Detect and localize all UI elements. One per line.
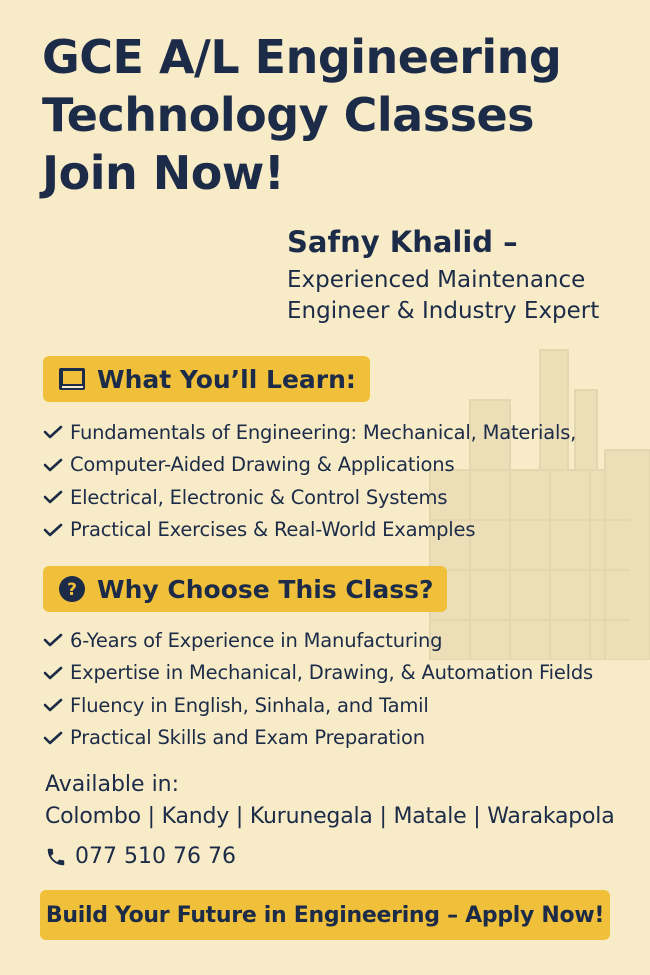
list-item-text: Electrical, Electronic & Control Systems xyxy=(70,485,448,509)
question-circle-icon xyxy=(57,574,87,604)
list-item xyxy=(42,416,576,449)
why-heading-badge xyxy=(43,566,447,612)
check-icon xyxy=(42,489,64,505)
instructor-role xyxy=(287,265,637,327)
availability-cities: Colombo | Kandy | Kurunegala | Matale | Warakapola xyxy=(45,804,615,829)
list-item-text: Practical Exercises & Real-World Examples xyxy=(70,518,476,542)
list-item-text: Fluency in English, Sinhala, and Tamil xyxy=(70,693,429,717)
check-icon xyxy=(42,665,64,681)
list-item xyxy=(42,689,593,722)
check-icon xyxy=(42,522,64,538)
check-icon xyxy=(42,457,64,473)
check-icon xyxy=(42,730,64,746)
availability-label: Available in: xyxy=(45,772,180,797)
list-item xyxy=(42,624,593,657)
title-line-3: Join Now! xyxy=(42,146,285,200)
list-item xyxy=(42,514,576,547)
phone-number: 077 510 76 76 xyxy=(75,844,236,869)
check-icon xyxy=(42,424,64,440)
instructor-role-line-1: Experienced Maintenance xyxy=(287,267,586,293)
check-icon xyxy=(42,697,64,713)
instructor-info xyxy=(287,222,637,327)
svg-text:?: ? xyxy=(67,580,77,600)
list-item xyxy=(42,657,593,690)
title-line-2: Technology Classes xyxy=(42,88,535,142)
check-icon xyxy=(42,632,64,648)
list-item xyxy=(42,722,593,755)
learn-list xyxy=(42,416,576,546)
list-item xyxy=(42,481,576,514)
learn-heading-badge xyxy=(43,356,370,402)
apply-now-banner[interactable]: Build Your Future in Engineering – Apply Now! xyxy=(40,890,610,940)
why-heading: Why Choose This Class? xyxy=(97,574,434,604)
title-line-1: GCE A/L Engineering xyxy=(42,30,562,84)
list-item-text: Computer-Aided Drawing & Applications xyxy=(70,453,455,477)
instructor-name: Safny Khalid – xyxy=(287,225,518,259)
list-item-text: 6-Years of Experience in Manufacturing xyxy=(70,628,443,652)
list-item-text: Expertise in Mechanical, Drawing, & Automation Fields xyxy=(70,661,593,685)
list-item xyxy=(42,449,576,482)
book-icon xyxy=(57,364,87,394)
list-item-text: Practical Skills and Exam Preparation xyxy=(70,726,425,750)
phone-icon xyxy=(45,846,67,868)
why-list xyxy=(42,624,593,754)
learn-heading: What You’ll Learn: xyxy=(97,364,356,394)
instructor-role-line-2: Engineer & Industry Expert xyxy=(287,298,600,324)
list-item-text: Fundamentals of Engineering: Mechanical, Materials, xyxy=(70,420,577,444)
contact-phone[interactable] xyxy=(45,842,236,872)
page-title xyxy=(42,28,632,202)
